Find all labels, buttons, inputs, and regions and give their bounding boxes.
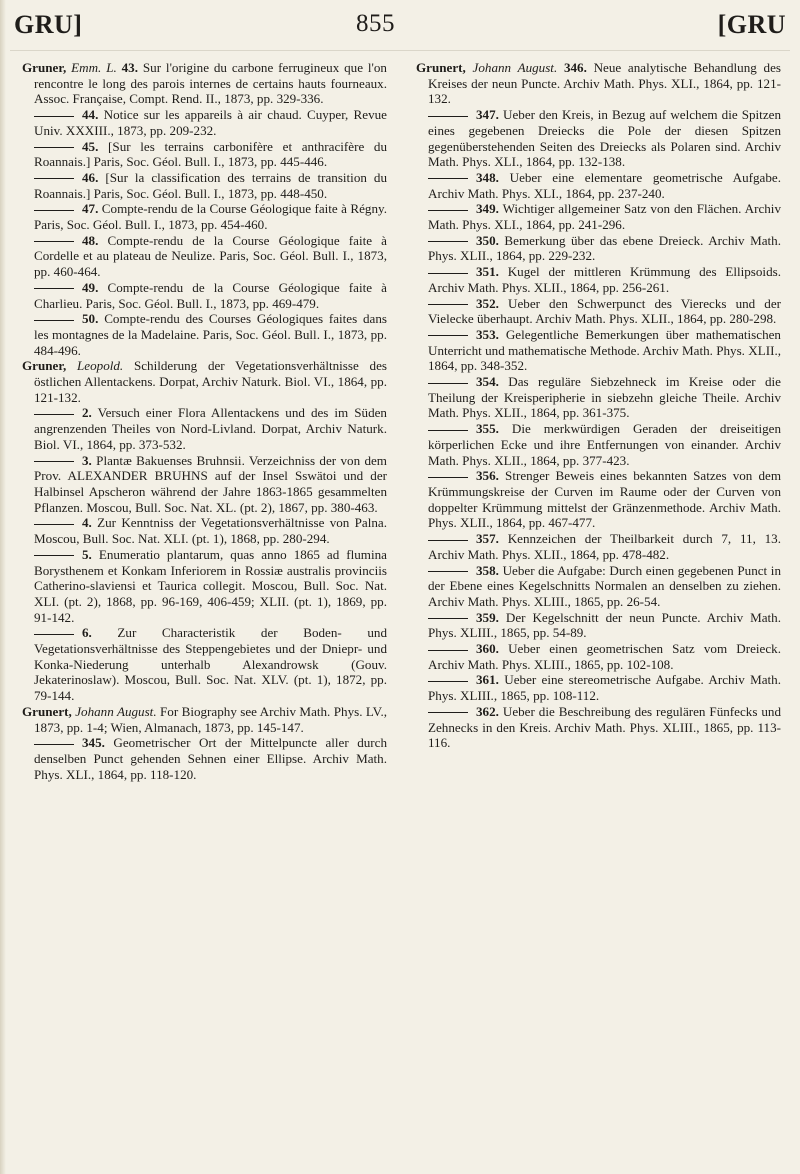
entry-text: Compte-rendu des Courses Géologiques faites dans les montagnes de la Madelaine. Paris, Soc. Géol. Bull. I., 1873, pp. 484-496. bbox=[34, 311, 388, 358]
ditto-dash bbox=[428, 618, 468, 619]
bibliography-entry bbox=[416, 563, 781, 610]
entry-author: Grunert, bbox=[416, 60, 466, 75]
ditto-dash bbox=[428, 430, 468, 431]
entry-number: 347. bbox=[476, 107, 499, 123]
bibliography-entry bbox=[416, 327, 781, 374]
entry-author-given-name: Leopold. bbox=[77, 358, 124, 374]
entry-number: 353. bbox=[476, 326, 499, 342]
ditto-dash bbox=[34, 461, 74, 462]
entry-author: Grunert, bbox=[22, 703, 72, 719]
bibliography-entry bbox=[416, 531, 781, 562]
entry-number: 48. bbox=[82, 232, 99, 248]
entry-text: Ueber einen geometrischen Satz vom Dreieck. Archiv Math. Phys. XLIII., 1865, pp. 102-108. bbox=[428, 641, 781, 672]
bibliography-entry bbox=[22, 453, 387, 516]
ditto-dash bbox=[428, 477, 468, 478]
entry-text: Ueber die Aufgabe: Durch einen gegebenen Punct in der Ebene eines Kegelschnitts Normalen an denselben zu ziehen. Archiv Math. Phys. XLIII., 1865, pp. 26-54. bbox=[428, 562, 781, 609]
bibliography-entry bbox=[416, 170, 781, 201]
entry-number: 6. bbox=[82, 625, 92, 641]
entry-number: 362. bbox=[476, 703, 499, 719]
entry-number: 346. bbox=[563, 60, 587, 75]
bibliography-entry bbox=[22, 233, 387, 280]
ditto-dash bbox=[428, 650, 468, 651]
entry-text: Sur l'origine du carbone ferrugineux que l'on rencontre le long des parois internes de certains hauts fourneaux. Assoc. Française, Compt. Rend. II., 1873, pp. 329-336. bbox=[34, 60, 387, 107]
ditto-dash bbox=[34, 147, 74, 148]
header-rule bbox=[10, 50, 790, 51]
ditto-dash bbox=[428, 383, 468, 384]
bibliography-entry bbox=[22, 139, 387, 170]
entry-number: 5. bbox=[82, 546, 92, 562]
bibliography-entry bbox=[416, 296, 781, 327]
bibliography-entry bbox=[416, 672, 781, 703]
bibliography-entry bbox=[22, 280, 387, 311]
entry-text: Der Kegelschnitt der neun Puncte. Archiv Math. Phys. XLIII., 1865, pp. 54-89. bbox=[428, 609, 781, 641]
entry-number: 355. bbox=[476, 421, 499, 437]
bibliography-entry bbox=[22, 704, 387, 735]
entry-text: Versuch einer Flora Allentackens und des im Süden angrenzenden Theiles von Nord-Livland. Dorpat, Archiv Naturk. Biol. VI., 1864, pp. 373-532. bbox=[34, 405, 387, 452]
ditto-dash bbox=[34, 320, 74, 321]
entry-number: 345. bbox=[82, 735, 105, 751]
entry-number: 45. bbox=[82, 138, 99, 154]
ditto-dash bbox=[428, 335, 468, 336]
ditto-dash bbox=[428, 116, 468, 117]
entry-text: Neue analytische Behandlung des Kreises der neun Puncte. Archiv Math. Phys. XLI., 1864, pp. 121-132. bbox=[428, 60, 781, 107]
entry-number: 354. bbox=[476, 374, 499, 390]
entry-number: 356. bbox=[476, 468, 499, 484]
ditto-dash bbox=[34, 744, 74, 745]
page-header bbox=[0, 6, 800, 46]
entry-number: 47. bbox=[82, 201, 99, 217]
bibliography-entry bbox=[22, 515, 387, 546]
ditto-dash bbox=[428, 241, 468, 242]
entry-text: For Biography see Archiv Math. Phys. LV., 1873, pp. 1-4; Wien, Almanach, 1873, pp. 145-147. bbox=[34, 703, 387, 735]
bibliography-entry bbox=[22, 625, 387, 704]
entry-number: 4. bbox=[82, 515, 92, 531]
left-column bbox=[22, 60, 387, 782]
entry-text: Strenger Beweis eines bekannten Satzes von dem Krümmungskreise der Curven im Raume oder der Curven von doppelter Krümmung mittelst der Gränzenmethode. Archiv Math. Phys. XLII., 1864, pp. 467-477. bbox=[428, 468, 781, 531]
entry-text: [Sur la classification des terrains de transition du Roannais.] Paris, Soc. Géol. Bull. I., 1873, pp. 448-450. bbox=[34, 169, 388, 201]
ditto-dash bbox=[428, 210, 468, 211]
bibliography-entry bbox=[22, 107, 387, 138]
ditto-dash bbox=[428, 571, 468, 572]
entry-text: Compte-rendu de la Course Géologique faite à Cordelle et au plateau de Neulize. Paris, Soc. Géol. Bull. I., 1873, pp. 460-464. bbox=[34, 232, 387, 280]
right-column bbox=[416, 60, 781, 751]
entry-text: Ueber die Beschreibung des regulären Fünfecks und Zehnecks in den Kreis. Archiv Math. Phys. XLIII., 1865, pp. 113-116. bbox=[428, 703, 781, 751]
entry-number: 359. bbox=[476, 609, 499, 625]
bibliography-entry bbox=[416, 107, 781, 170]
entry-text: [Sur les terrains carbonifère et anthracifère du Roannais.] Paris, Soc. Géol. Bull. I., 1873, pp. 445-446. bbox=[34, 138, 388, 170]
bibliography-entry bbox=[22, 201, 387, 232]
entry-text: Enumeratio plantarum, quas anno 1865 ad flumina Borysthenem et Konkam Inferiorem in Rossiæ australis provinciis Catherino-slaviensi et Taurica collegit. Moscou, Bull. Soc. Nat. XLI. (pt. 2), 1868, pp. 96-169, 406-459; XLII. (pt. 1), 1869, pp. 91-142. bbox=[34, 546, 387, 625]
entry-number: 357. bbox=[476, 531, 499, 547]
ditto-dash bbox=[428, 304, 468, 305]
bibliography-entry bbox=[22, 60, 387, 107]
entry-text: Ueber eine stereometrische Aufgabe. Archiv Math. Phys. XLIII., 1865, pp. 108-112. bbox=[428, 672, 781, 704]
entry-number: 358. bbox=[476, 562, 499, 578]
entry-author-given-name: Johann August. bbox=[472, 60, 558, 75]
entry-number: 349. bbox=[476, 201, 499, 217]
entry-text: Notice sur les appareils à air chaud. Cuyper, Revue Univ. XXXIII., 1873, pp. 209-232. bbox=[34, 107, 387, 138]
entry-number: 44. bbox=[82, 107, 99, 123]
bibliography-entry bbox=[22, 311, 387, 358]
entry-author-given-name: Emm. L. bbox=[71, 60, 117, 75]
ditto-dash bbox=[428, 712, 468, 713]
entry-text: Ueber eine elementare geometrische Aufgabe. Archiv Math. Phys. XLI., 1864, pp. 237-240. bbox=[428, 169, 781, 201]
entry-text: Das reguläre Siebzehneck im Kreise oder die Theilung der Kreisperipherie in siebzehn gleiche Theile. Archiv Math. Phys. XLII., 1864, pp. 361-375. bbox=[428, 374, 781, 421]
bibliography-entry bbox=[416, 468, 781, 531]
bibliography-entry bbox=[416, 60, 781, 107]
entry-text: Ueber den Kreis, in Bezug auf welchem die Spitzen eines gegebenen Dreiecks die Pole der diesen Spitzen gegenüberstehenden Seiten des Dreiecks als Polaren sind. Archiv Math. Phys. XLI., 1864, pp. 132-138. bbox=[428, 107, 781, 170]
page-edge-shadow bbox=[0, 0, 6, 1174]
ditto-dash bbox=[428, 681, 468, 682]
ditto-dash bbox=[34, 634, 74, 635]
entry-text: Schilderung der Vegetationsverhältnisse des östlichen Allentackens. Dorpat, Archiv Naturk. Biol. VI., 1864, pp. 121-132. bbox=[34, 358, 387, 405]
entry-number: 49. bbox=[82, 279, 99, 295]
ditto-dash bbox=[34, 116, 74, 117]
ditto-dash bbox=[34, 178, 74, 179]
bibliography-entry bbox=[416, 233, 781, 264]
entry-text: Zur Characteristik der Boden- und Vegetationsverhältnisse des Steppengebietes und der Dniepr- und Konka-Niederung unterhalb Alexandrowsk (Gouv. Jekaterinoslaw). Moscou, Bull. Soc. Nat. XLV. (pt. 1), 1872, pp. 79-144. bbox=[34, 625, 387, 704]
entry-text: Geometrischer Ort der Mittelpuncte aller durch denselben Punct gehenden Sehnen einer Ellipse. Archiv Math. Phys. XLI., 1864, pp. 118-120. bbox=[34, 735, 388, 782]
bibliography-entry bbox=[22, 405, 387, 452]
bibliography-entry bbox=[416, 704, 781, 751]
bibliography-entry bbox=[416, 264, 781, 295]
bibliography-entry bbox=[22, 358, 387, 405]
entry-number: 50. bbox=[82, 311, 99, 327]
entry-text: Ueber den Schwerpunct des Vierecks und der Vielecke überhaupt. Archiv Math. Phys. XLII., 1864, pp. 280-298. bbox=[428, 295, 781, 327]
entry-text: Compte-rendu de la Course Géologique faite à Régny. Paris, Soc. Géol. Bull. I., 1873, pp. 454-460. bbox=[34, 201, 387, 233]
entry-number: 361. bbox=[476, 672, 499, 688]
entry-text: Kugel der mittleren Krümmung des Ellipsoids. Archiv Math. Phys. XLII., 1864, pp. 256-261. bbox=[428, 264, 781, 295]
ditto-dash bbox=[34, 241, 74, 242]
entry-number: 352. bbox=[476, 295, 499, 311]
ditto-dash bbox=[34, 210, 74, 211]
entry-number: 3. bbox=[82, 452, 92, 468]
bibliography-entry bbox=[22, 735, 387, 782]
entry-text: Bemerkung über das ebene Dreieck. Archiv Math. Phys. XLII., 1864, pp. 229-232. bbox=[428, 232, 781, 264]
entry-text: Plantæ Bakuenses Bruhnsii. Verzeichniss der von dem Prov. ALEXANDER BRUHNS auf der Insel Sswätoi und der Halbinsel Apscheron während der Jahre 1863-1865 gesammelten Pflanzen. Moscou, Bull. Soc. Nat. XL. (pt. 2), 1867, pp. 380-463. bbox=[34, 452, 387, 515]
ditto-dash bbox=[34, 524, 74, 525]
entry-number: 351. bbox=[476, 264, 499, 280]
entry-number: 350. bbox=[476, 232, 499, 248]
entry-text: Kennzeichen der Theilbarkeit durch 7, 11, 13. Archiv Math. Phys. XLII., 1864, pp. 478-482. bbox=[428, 531, 781, 562]
bibliography-entry bbox=[416, 374, 781, 421]
entry-text: Wichtiger allgemeiner Satz von den Flächen. Archiv Math. Phys. XLI., 1864, pp. 241-296. bbox=[428, 201, 781, 233]
bibliography-entry bbox=[416, 641, 781, 672]
running-head-right: [GRU bbox=[717, 10, 786, 39]
entry-number: 360. bbox=[476, 641, 499, 657]
entry-text: Compte-rendu de la Course Géologique faite à Charlieu. Paris, Soc. Géol. Bull. I., 1873, pp. 469-479. bbox=[34, 279, 387, 311]
entry-text: Zur Kenntniss der Vegetationsverhältnisse von Palna. Moscou, Bull. Soc. Nat. XLI. (pt. 1), 1868, pp. 280-294. bbox=[34, 515, 387, 547]
running-head-left: GRU] bbox=[14, 10, 83, 39]
entry-number: 46. bbox=[82, 169, 99, 185]
entry-number: 2. bbox=[82, 405, 92, 421]
entry-text: Die merkwürdigen Geraden der dreiseitigen körperlichen Ecke und ihre Entfernungen von einander. Archiv Math. Phys. XLII., 1864, pp. 377-423. bbox=[428, 421, 781, 468]
entry-number: 43. bbox=[121, 60, 138, 75]
entry-text: Gelegentliche Bemerkungen über mathematischen Unterricht und mathematische Methode. Archiv Math. Phys. XLII., 1864, pp. 348-352. bbox=[428, 326, 781, 374]
bibliography-entry bbox=[416, 610, 781, 641]
ditto-dash bbox=[34, 555, 74, 556]
ditto-dash bbox=[34, 288, 74, 289]
entry-number: 348. bbox=[476, 169, 499, 185]
ditto-dash bbox=[428, 273, 468, 274]
bibliography-entry bbox=[22, 170, 387, 201]
entry-author: Gruner, bbox=[22, 358, 67, 374]
ditto-dash bbox=[428, 178, 468, 179]
entry-author: Gruner, bbox=[22, 60, 67, 75]
entry-author-given-name: Johann August. bbox=[75, 703, 157, 719]
page-number: 855 bbox=[356, 10, 395, 37]
bibliography-entry bbox=[22, 547, 387, 626]
bibliography-entry bbox=[416, 421, 781, 468]
bibliography-entry bbox=[416, 201, 781, 232]
ditto-dash bbox=[428, 540, 468, 541]
ditto-dash bbox=[34, 414, 74, 415]
